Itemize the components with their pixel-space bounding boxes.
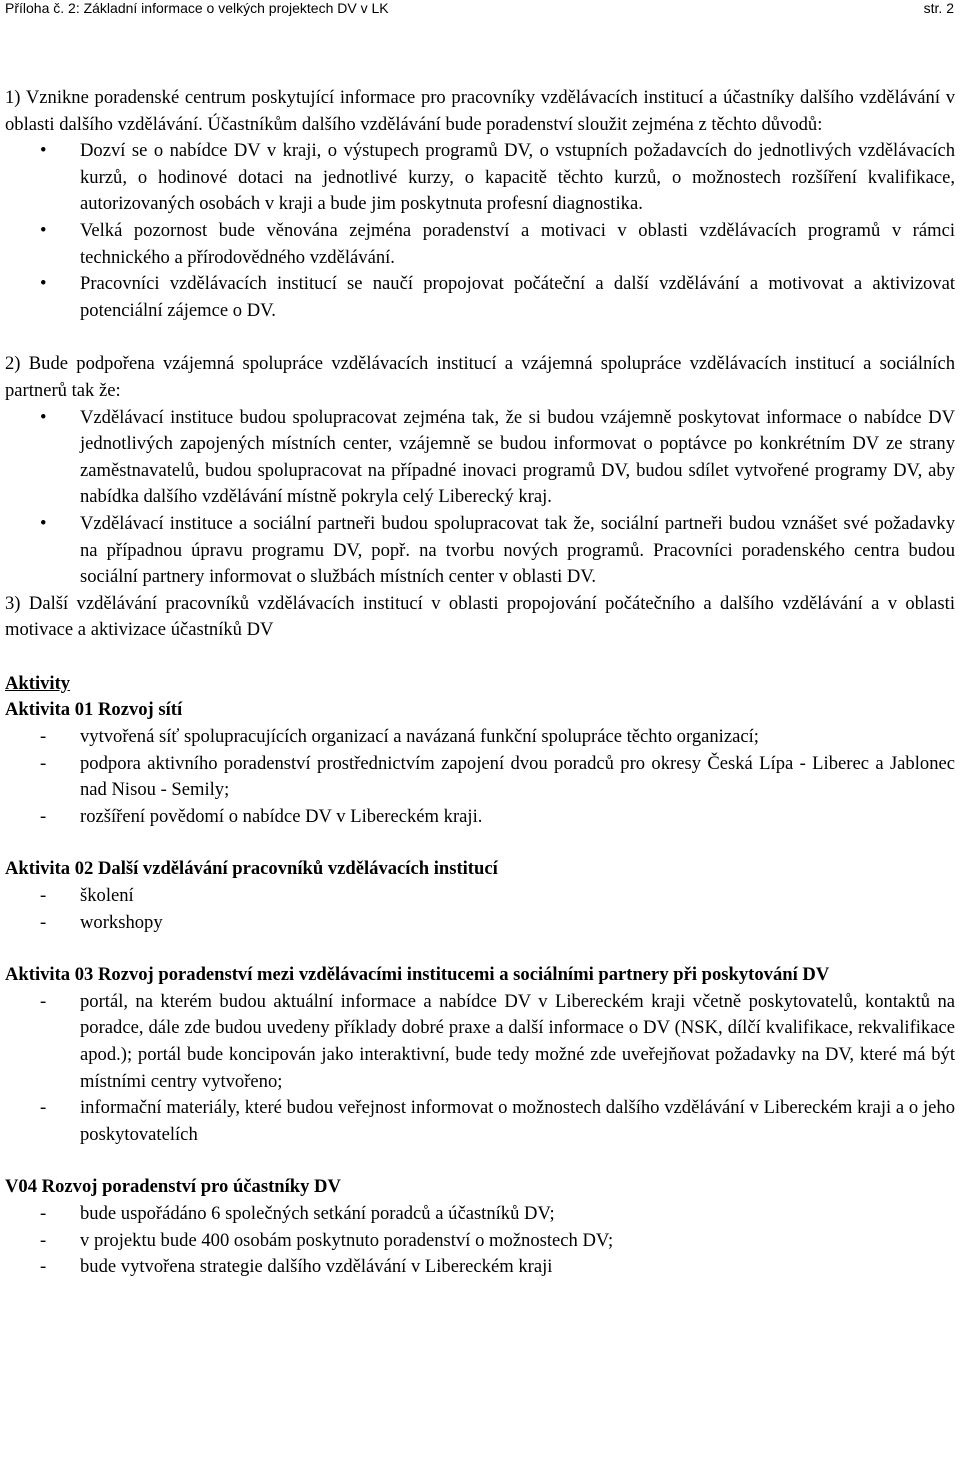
- list-item: - vytvořená síť spolupracujících organizací a navázaná funkční spolupráce těchto organizací;: [5, 724, 955, 751]
- list-item: - workshopy: [5, 910, 955, 937]
- page-header: [5, 0, 954, 16]
- activities-heading: Aktivity: [5, 672, 71, 694]
- bullet-item: • Dozví se o nabídce DV v kraji, o výstupech programů DV, o vstupních požadavcích do jednotlivých vzdělávacích kurzů, o hodinové dotaci na jednotlivé kurzy, o kapacitě těchto kurzů, o možnostech rozšíření kvalifikace, autorizovaných osobách v kraji a bude jim poskytnuta profesní diagnostika.: [40, 140, 955, 215]
- document-body: [5, 85, 955, 1281]
- bullet-item: • Vzdělávací instituce budou spolupracovat zejména tak, že si budou vzájemně poskytovat informace o nabídce DV jednotlivých zapojených místních center, vzájemně se budou informovat o poptávce po konkrétním DV ze strany zaměstnavatelů, budou spolupracovat na případné inovaci programů DV, budou sdílet vytvořené programy DV, aby nabídka dalšího vzdělávání místně pokryla celý Liberecký kraj.: [40, 406, 955, 508]
- activity-03-title: Aktivita 03 Rozvoj poradenství mezi vzdělávacími institucemi a sociálními partnery při poskytování DV: [5, 964, 830, 986]
- section-1-intro: 1) Vznikne poradenské centrum poskytující informace pro pracovníky vzdělávacích institucí a účastníky dalšího vzdělávání v oblasti dalšího vzdělávání. Účastníkům dalšího vzdělávání bude poradenství sloužit zejména z těchto důvodů:: [5, 87, 955, 135]
- bullet-item: • Velká pozornost bude věnována zejména poradenství a motivaci v oblasti vzdělávacích programů v rámci technického a přírodovědného vzdělávání.: [40, 219, 955, 268]
- dash-marker: -: [40, 911, 47, 933]
- dash-marker: -: [40, 990, 47, 1012]
- dash-marker: -: [40, 726, 47, 748]
- dash-marker: -: [40, 1229, 47, 1251]
- activity-01-title: Aktivita 01 Rozvoj sítí: [5, 699, 183, 721]
- activity-02-title: Aktivita 02 Další vzdělávání pracovníků vzdělávacích institucí: [5, 858, 498, 880]
- bullet-item: • Pracovníci vzdělávacích institucí se naučí propojovat počáteční a další vzdělávání a motivovat a aktivizovat potenciální zájemce o DV.: [40, 273, 955, 321]
- list-item: - bude uspořádáno 6 společných setkání poradců a účastníků DV;: [5, 1201, 955, 1228]
- dash-marker: -: [40, 1256, 47, 1278]
- bullet-item: • Vzdělávací instituce a sociální partneři budou spolupracovat tak že, sociální partneři budou vznášet své požadavky na případnou úpravu programu DV, popř. na tvorbu nových programů. Pracovníci poradenského centra budou sociální partnery informovat o službách místních center v oblasti DV.: [40, 512, 955, 588]
- list-item: - rozšíření povědomí o nabídce DV v Libereckém kraji.: [5, 804, 955, 831]
- list-item: - v projektu bude 400 osobám poskytnuto poradenství o možnostech DV;: [5, 1228, 955, 1255]
- page-number: str. 2: [923, 0, 954, 16]
- list-item: - informační materiály, které budou veřejnost informovat o možnostech dalšího vzdělávání v Libereckém kraji a o jeho poskytovatelích: [40, 1097, 955, 1145]
- header-title: Příloha č. 2: Základní informace o velkých projektech DV v LK: [5, 0, 389, 16]
- list-item: - podpora aktivního poradenství prostřednictvím zapojení dvou poradců pro okresy Česká Lípa - Liberec a Jablonec nad Nisou - Semily;: [40, 752, 955, 801]
- bullet-icon: •: [40, 219, 47, 241]
- bullet-icon: •: [40, 273, 47, 295]
- bullet-icon: •: [40, 406, 47, 428]
- section-3-intro: 3) Další vzdělávání pracovníků vzdělávacích institucí v oblasti propojování počátečního a dalšího vzdělávání a v oblasti motivace a aktivizace účastníků DV: [5, 592, 955, 641]
- dash-marker: -: [40, 885, 47, 907]
- dash-marker: -: [40, 1202, 47, 1224]
- dash-marker: -: [40, 752, 47, 774]
- activity-v04-title: V04 Rozvoj poradenství pro účastníky DV: [5, 1176, 341, 1198]
- list-item: - bude vytvořena strategie dalšího vzdělávání v Libereckém kraji: [5, 1254, 955, 1281]
- bullet-icon: •: [40, 140, 47, 162]
- list-item: - portál, na kterém budou aktuální informace a nabídce DV v Libereckém kraji včetně poskytovatelů, kontaktů na poradce, dále zde budou uvedeny příklady dobré praxe a další informace o DV (NSK, dílčí kvalifikace, rekvalifikace apod.); portál bude koncipován jako interaktivní, bude tedy možné zde uveřejňovat požadavky na DV, které má být místními centry vytvořeno;: [40, 990, 955, 1092]
- dash-marker: -: [40, 1097, 47, 1119]
- bullet-icon: •: [40, 512, 47, 534]
- section-2-intro: 2) Bude podpořena vzájemná spolupráce vzdělávacích institucí a vzájemná spolupráce vzdělávacích institucí a sociálních partnerů tak že:: [5, 353, 955, 401]
- dash-marker: -: [40, 805, 47, 827]
- list-item: - školení: [5, 883, 955, 910]
